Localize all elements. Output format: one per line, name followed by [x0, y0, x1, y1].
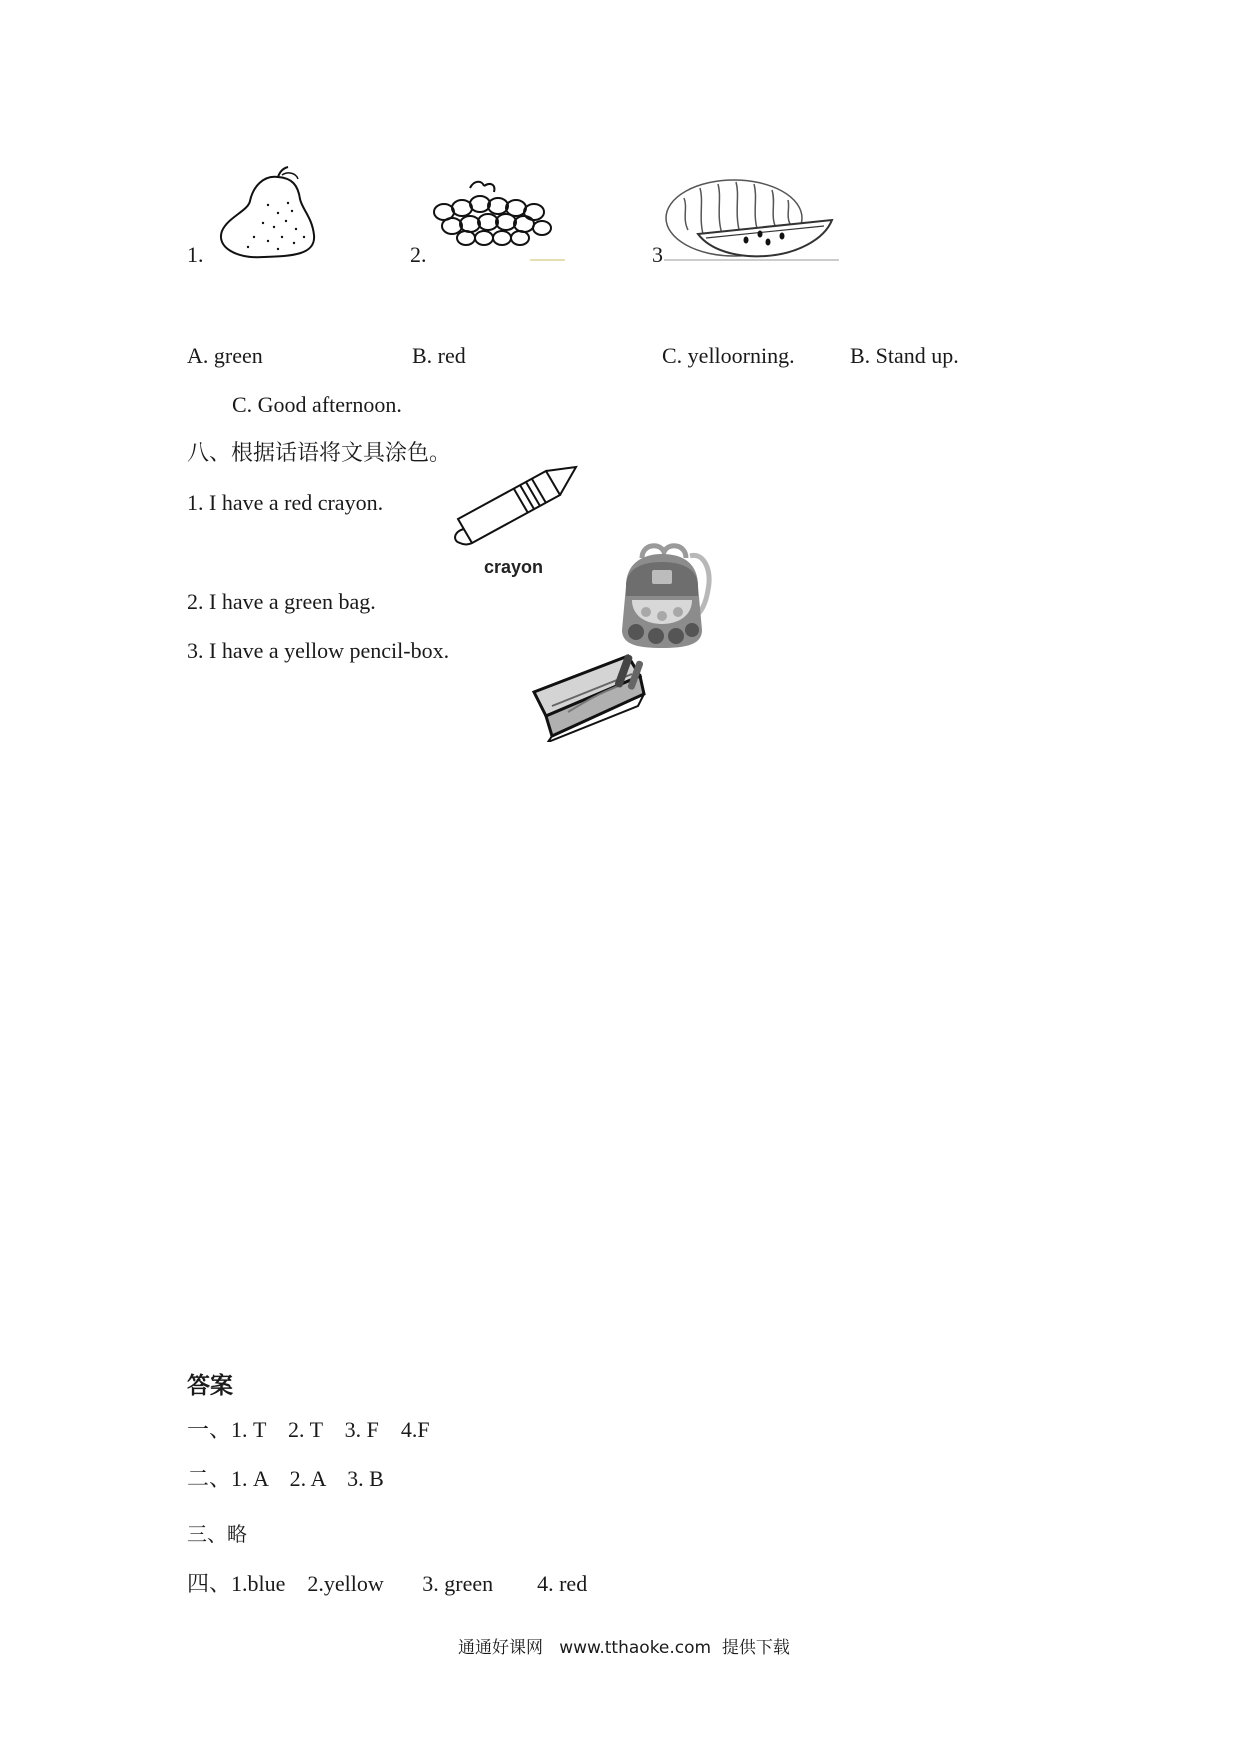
pencil-box-picture	[528, 650, 650, 742]
option-d: B. Stand up.	[850, 343, 959, 368]
section-8-heading: 八、根据话语将文具涂色。	[187, 441, 452, 466]
answer-row-1: 一、1. T 2. T 3. F 4.F	[187, 1417, 430, 1442]
sentence-2: 2. I have a green bag.	[187, 589, 376, 614]
watermelon-picture	[664, 178, 844, 264]
option-b: B. red	[412, 343, 466, 368]
option-a: A. green	[187, 343, 263, 368]
sentence-1: 1. I have a red crayon.	[187, 490, 384, 515]
option-c: C. yelloorning.	[662, 343, 795, 368]
crayon-picture	[450, 455, 585, 547]
answer-row-3: 三、略	[187, 1522, 247, 1546]
grapes-picture	[430, 178, 570, 264]
item-number-2: 2.	[410, 242, 427, 267]
item-number-3: 3	[652, 242, 663, 267]
bag-picture	[612, 540, 714, 650]
crayon-label: crayon	[484, 557, 544, 577]
answer-row-4: 四、1.blue 2.yellow 3. green 4. red	[187, 1571, 588, 1596]
option-e: C. Good afternoon.	[232, 392, 402, 417]
pear-picture	[208, 165, 346, 260]
item-number-1: 1.	[187, 242, 204, 267]
sentence-3: 3. I have a yellow pencil-box.	[187, 638, 450, 663]
answers-title: 答案	[187, 1373, 233, 1399]
footer-note: 通通好课网 www.tthaoke.com 提供下载	[458, 1638, 790, 1658]
answer-row-2: 二、1. A 2. A 3. B	[187, 1466, 384, 1491]
